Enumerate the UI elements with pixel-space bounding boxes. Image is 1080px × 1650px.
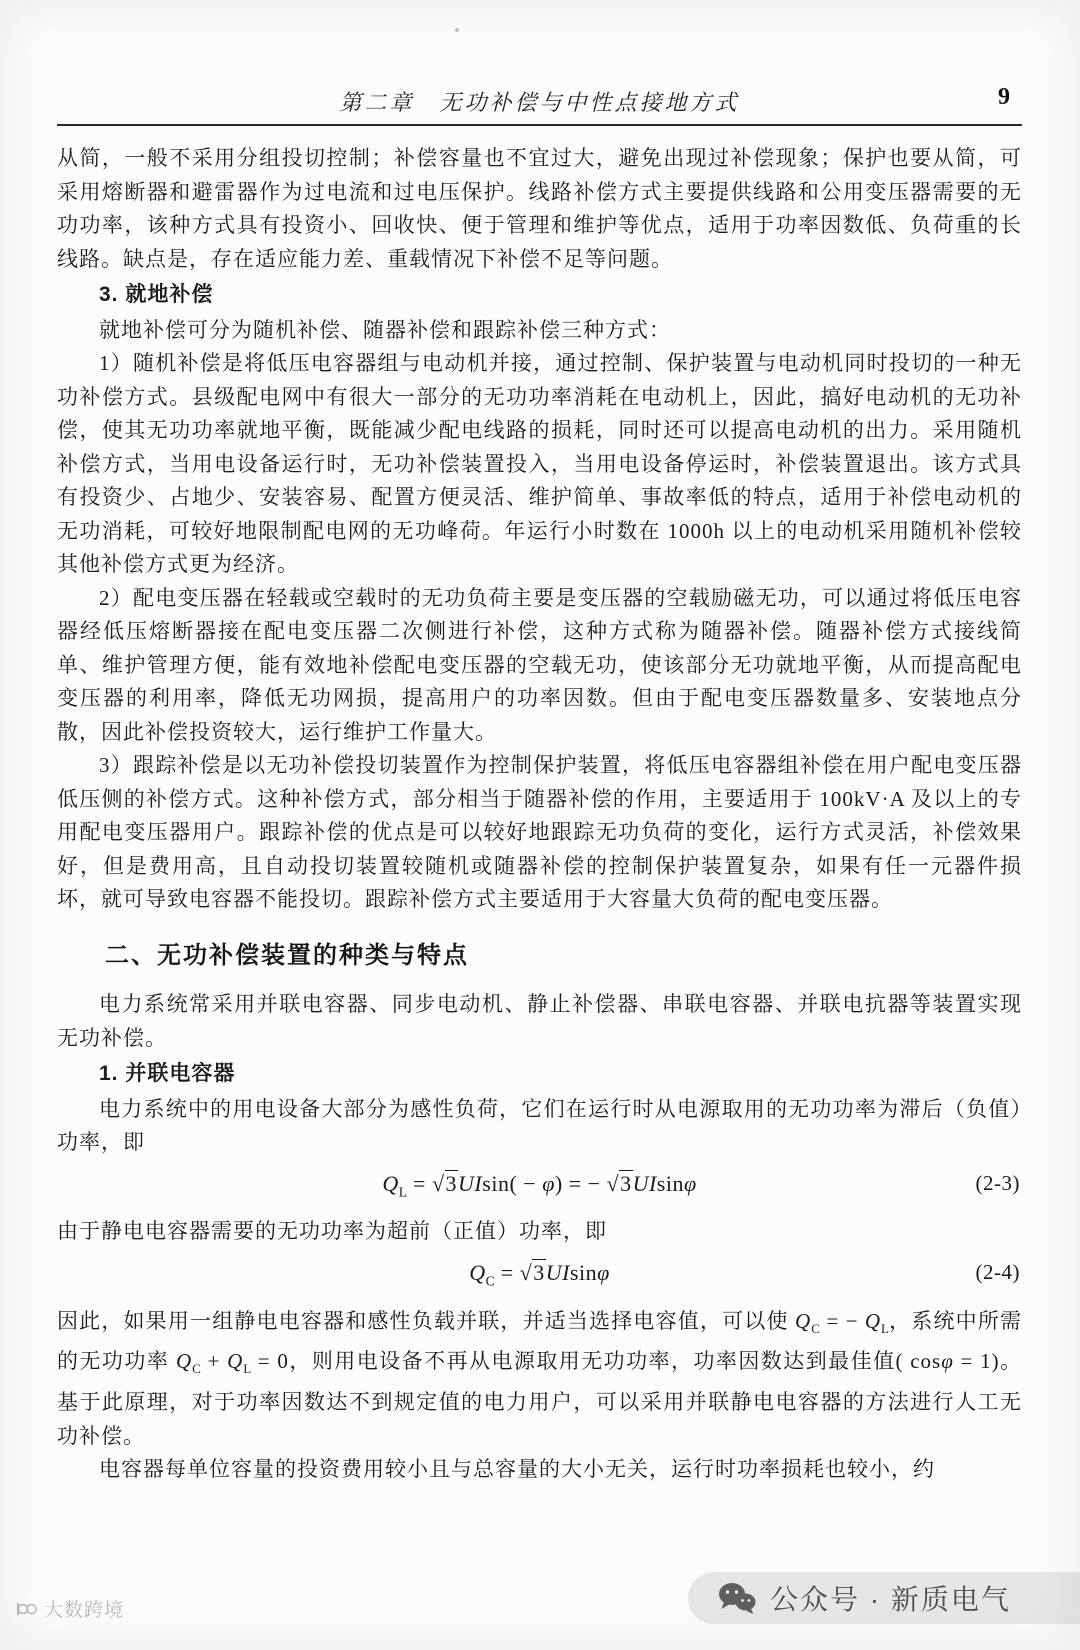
- wechat-icon: [718, 1581, 756, 1615]
- equation-2-4-body: $Q_C = √3UIsin\varphi$: [469, 1259, 610, 1289]
- dashu-logo-icon: [16, 1598, 38, 1620]
- paragraph-capacitor-cost: 电容器每单位容量的投资费用较小且与总容量的大小无关，运行时功率损耗也较小，约: [99, 1457, 935, 1482]
- paragraph-tracking-compensation: 3）跟踪补偿是以无功补偿投切装置作为控制保护装置，将低压电容器组补偿在用户配电变压器低压侧的补偿方式。这种补偿方式，部分相当于随器补偿的作用，主要适用于 100kV·A 及以上的专用配电变压器用户。跟踪补偿的优点是可以较好地跟踪无功负荷的变化，运行方式灵活，补偿效果好，但是费用高，且自动投切装置较随机或随器补偿的控制保护装置复杂，如果有任一元器件损坏，就可导致电容器不能投切。跟踪补偿方式主要适用于大容量大负荷的配电变压器。: [57, 753, 1022, 911]
- heading-shunt-capacitor: 1. 并联电容器: [99, 1062, 236, 1085]
- equation-2-3-body: $Q_L = √3UIsin( - \varphi)$ = − √3UIsinφ: [382, 1170, 697, 1199]
- header-rule: [57, 124, 1022, 126]
- heading-compensation-device-types: 二、无功补偿装置的种类与特点: [105, 941, 469, 969]
- equation-2-4-number: (2-4): [975, 1259, 1020, 1284]
- paragraph-transformer-compensation: 2）配电变压器在轻载或空载时的无功负荷主要是变压器的空载励磁无功，可以通过将低压电容器经低压熔断器接在配电变压器二次侧进行补偿，这种方式称为随器补偿。随器补偿方式接线简单、维护管理方便，能有效地补偿配电变压器的空载无功，使该部分无功就地平衡，从而提高配电变压器的利用率，降低无功网损，提高用户的功率因数。但由于配电变压器数量多、安装地点分散，因此补偿投资较大，运行维护工作量大。: [57, 585, 1022, 744]
- equation-2-4: [57, 1256, 1022, 1298]
- page-header: [57, 86, 1022, 118]
- watermark-official-account-label: 公众号 · 新质电气: [770, 1584, 1011, 1615]
- watermark-dashu: [16, 1595, 124, 1622]
- page-content: [57, 142, 1022, 1487]
- paragraph-inductive-load: 电力系统中的用电设备大部分为感性负荷，它们在运行时从电源取用的无功功率为滞后（负值）功率，即: [57, 1096, 1022, 1154]
- chapter-title: 第二章 无功补偿与中性点接地方式: [339, 90, 740, 115]
- paragraph-capacitor-leading-power: 由于静电电容器需要的无功功率为超前（正值）功率，即: [57, 1219, 607, 1244]
- page-number: 9: [998, 84, 1010, 110]
- paragraph-device-overview: 电力系统常采用并联电容器、同步电动机、静止补偿器、串联电容器、并联电抗器等装置实现无功补偿。: [57, 992, 1022, 1050]
- scan-speck: [455, 28, 459, 32]
- heading-local-compensation: 3. 就地补偿: [99, 283, 214, 306]
- equation-2-3: [57, 1167, 1022, 1209]
- equation-2-3-number: (2-3): [975, 1170, 1020, 1195]
- paragraph-random-compensation: 1）随机补偿是将低压电容器组与电动机并接，通过控制、保护装置与电动机同时投切的一种无功补偿方式。县级配电网中有很大一部分的无功功率消耗在电动机上，因此，搞好电动机的无功补偿，使其无功功率就地平衡，既能减少配电线路的损耗，同时还可以提高电动机的出力。采用随机补偿方式，当用电设备运行时，无功补偿装置投入，当用电设备停运时，补偿装置退出。该方式具有投资少、占地少、安装容易、配置方便灵活、维护简单、事故率低的特点，适用于补偿电动机的无功消耗，可较好地限制配电网的无功峰荷。年运行小时数在 1000h 以上的电动机采用随机补偿较其他补偿方式更为经济。: [57, 351, 1022, 576]
- paragraph-local-compensation-intro: 就地补偿可分为随机补偿、随器补偿和跟踪补偿三种方式：: [99, 317, 671, 342]
- watermark-dashu-label: 大数跨境: [44, 1600, 125, 1621]
- paragraph-line-compensation-continued: 从简，一般不采用分组投切控制；补偿容量也不宜过大，避免出现过补偿现象；保护也要从简，可采用熔断器和避雷器作为过电流和过电压保护。线路补偿方式主要提供线路和公用变压器需要的无功功率，该种方式具有投资小、回收快、便于管理和维护等优点，适用于功率因数低、负荷重的长线路。缺点是，存在适应能力差、重载情况下补偿不足等问题。: [57, 146, 1022, 271]
- watermark-official-account: [688, 1572, 1080, 1624]
- paragraph-power-factor-principle: 因此，如果用一组静电电容器和感性负载并联，并适当选择电容值，可以使 $Q_C$ = − $Q_L$，系统中所需的无功功率 $Q_C + Q_L = 0$，则用电设备不再从电源取用无功功率，功率因数达到最佳值( cosφ = 1)。基于此原理，对于功率因数达不到规定值的电力用户，可以采用并联静电电容器的方法进行人工无功补偿。: [57, 1308, 1023, 1448]
